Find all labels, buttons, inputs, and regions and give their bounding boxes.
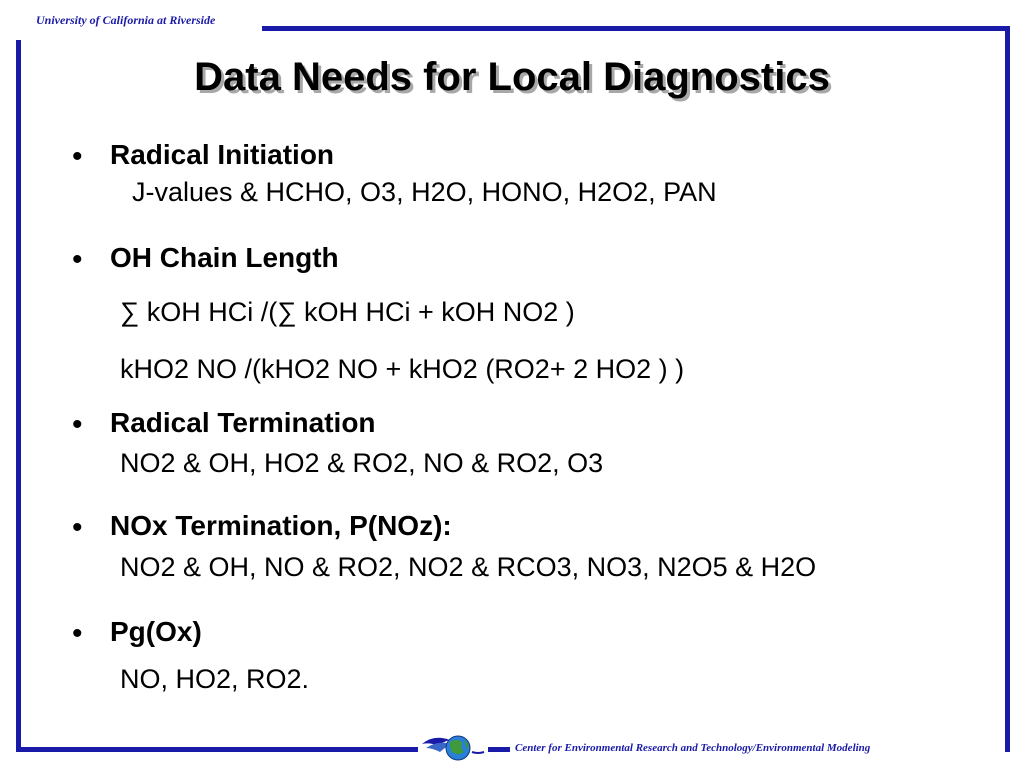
ho2-chain-length-formula-text: kHO2 NO /(kHO2 NO + kHO2 (RO2+ 2 HO2 ) ) [120, 354, 685, 384]
text-pg-ox-species [120, 664, 309, 695]
bullet-pg-ox: • [72, 617, 83, 650]
heading-pg-ox: Pg(Ox) [110, 616, 202, 647]
heading-nox-termination: NOx Termination, P(NOz): [110, 510, 452, 541]
cert-globe-logo-icon [420, 730, 486, 764]
bullet-nox-termination: • [72, 511, 83, 544]
slide-title: Data Needs for Local Diagnostics [194, 55, 830, 99]
bullet-oh-chain-length: • [72, 243, 83, 276]
radical-initiation-species-text: J-values & HCHO, O3, H2O, HONO, H2O2, PAN [132, 177, 717, 207]
frame-right-line [1005, 26, 1010, 752]
text-nox-termination-species [120, 552, 816, 583]
bullet-radical-initiation: • [72, 140, 83, 173]
frame-bottom-right-line [488, 747, 510, 752]
footer-center-name: Center for Environmental Research and Technology/Environmental Modeling [515, 742, 871, 754]
formula-oh-chain-length [120, 297, 575, 328]
radical-termination-species-text: NO2 & OH, HO2 & RO2, NO & RO2, O3 [120, 448, 604, 478]
frame-top-line [262, 26, 1010, 31]
nox-termination-species-text: NO2 & OH, NO & RO2, NO2 & RCO3, NO3, N2O5 & H2O [120, 552, 817, 582]
heading-radical-termination: Radical Termination [110, 407, 376, 438]
pg-ox-species-text: NO, HO2, RO2. [120, 664, 310, 694]
header-institution: University of California at Riverside [36, 13, 216, 27]
frame-bottom-left-line [16, 747, 418, 752]
text-radical-termination-species [120, 448, 603, 479]
bullet-radical-termination: • [72, 408, 83, 441]
formula-ho2-chain-length [120, 354, 684, 385]
frame-left-line [16, 40, 21, 752]
text-radical-initiation-species [132, 177, 717, 208]
heading-radical-initiation: Radical Initiation [110, 139, 335, 170]
oh-chain-length-formula-text: ∑ kOH HCi /(∑ kOH HCi + kOH NO2 ) [120, 297, 575, 327]
heading-oh-chain-length: OH Chain Length [110, 242, 339, 273]
